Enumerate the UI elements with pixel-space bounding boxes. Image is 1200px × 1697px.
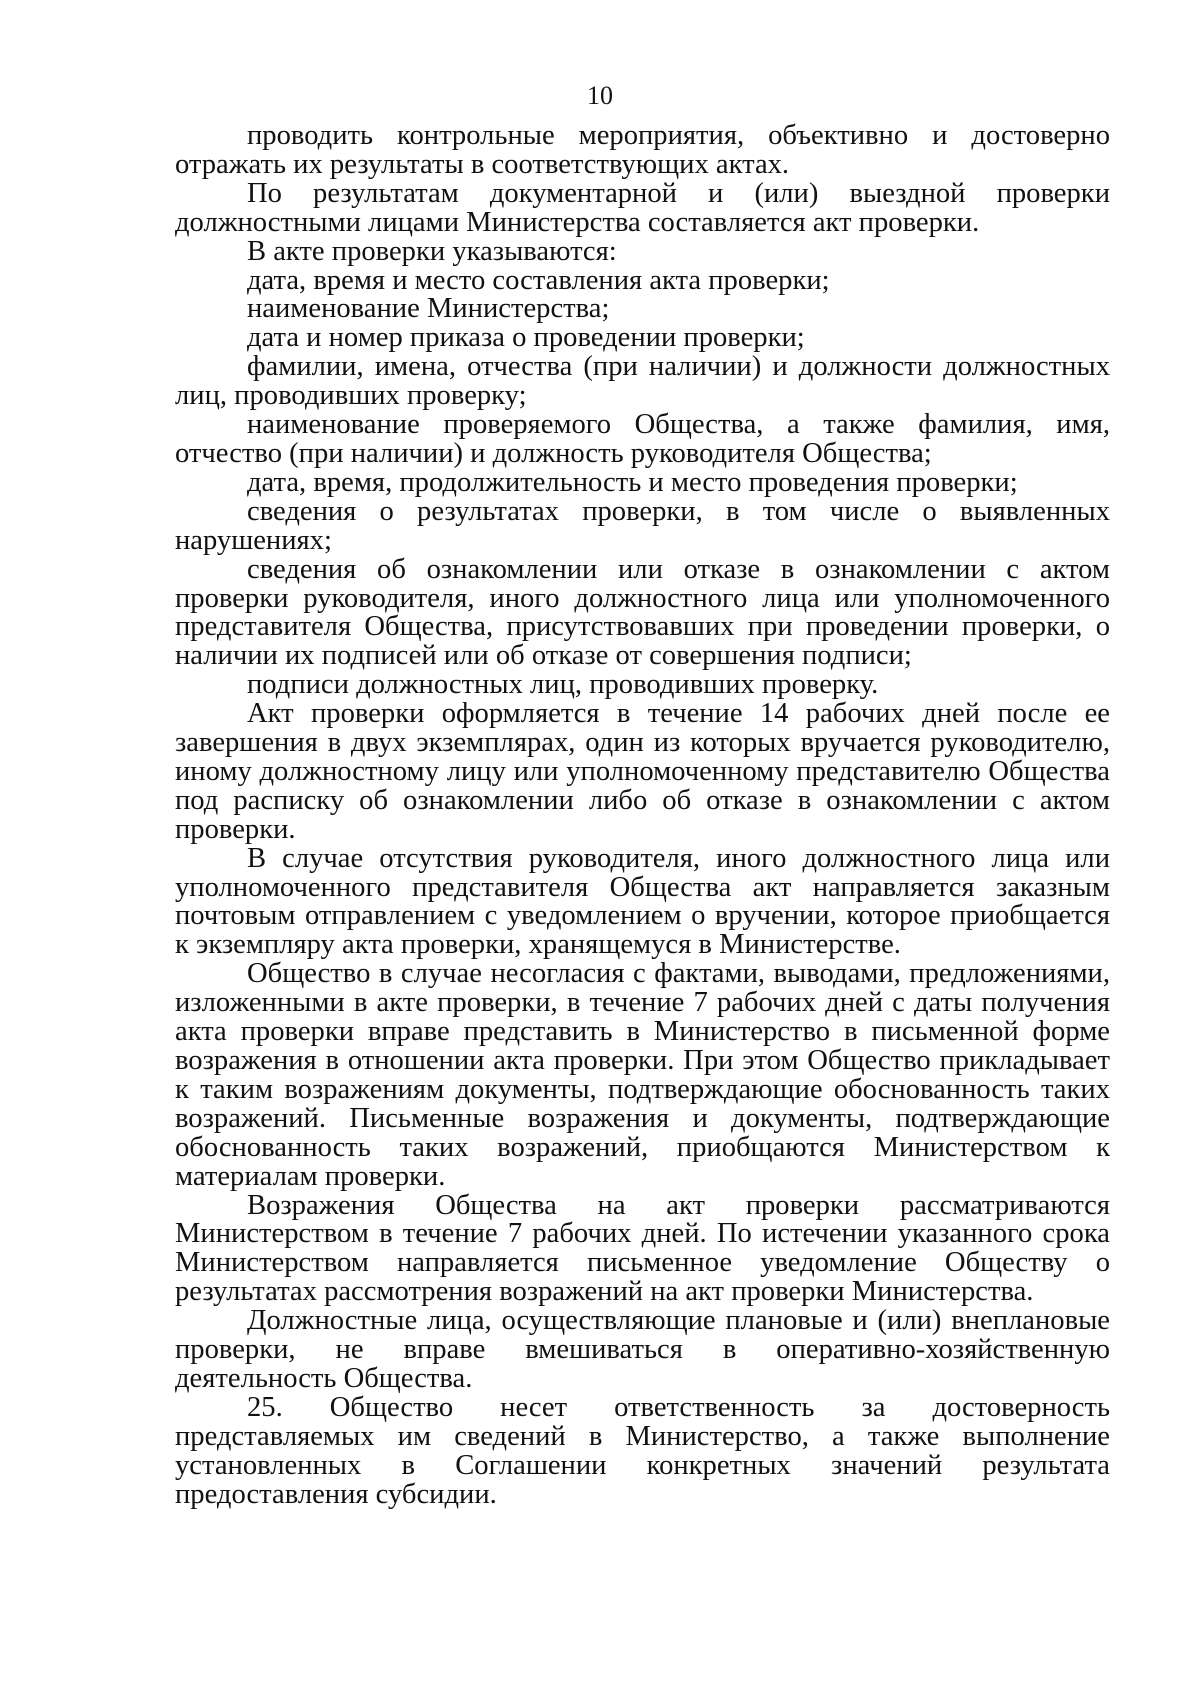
paragraph: Должностные лица, осуществляющие плановые и (или) внеплановые проверки, не вправе вмешиваться в оперативно-хозяйственную деятельность Общества. xyxy=(175,1305,1110,1394)
document-body xyxy=(175,122,1110,1510)
list-item: наименование проверяемого Общества, а также фамилия, имя, отчество (при наличии) и должность руководителя Общества; xyxy=(175,409,1110,469)
list-item: сведения о результатах проверки, в том числе о выявленных нарушениях; xyxy=(175,495,1110,556)
numbered-clause: 25. Общество несет ответственность за достоверность представляемых им сведений в Министерство, а также выполнение установленных в Соглашении конкретных значений результата предоставления субсидии. xyxy=(175,1391,1110,1510)
paragraph: По результатам документарной и (или) выездной проверки должностными лицами Министерства составляется акт проверки. xyxy=(175,177,1110,238)
list-item: фамилии, имена, отчества (при наличии) и должности должностных лиц, проводивших проверку; xyxy=(175,351,1110,412)
paragraph: Возражения Общества на акт проверки рассматриваются Министерством в течение 7 рабочих дней. По истечении указанного срока Министерством направляется письменное уведомление Обществу о результатах рассмотрения возражений на акт проверки Министерства. xyxy=(175,1189,1110,1308)
list-item: дата, время, продолжительность и место проведения проверки; xyxy=(247,466,1018,498)
list-item: сведения об ознакомлении или отказе в ознакомлении с актом проверки руководителя, иного должностного лица или уполномоченного представителя Общества, присутствовавших при проведении проверки, о наличии их подписей или об отказе от совершения подписи; xyxy=(175,553,1110,672)
list-item: дата и номер приказа о проведении проверки; xyxy=(247,322,805,354)
paragraph: В акте проверки указываются: xyxy=(247,235,617,267)
paragraph: Акт проверки оформляется в течение 14 рабочих дней после ее завершения в двух экземплярах, один из которых вручается руководителю, иному должностному лицу или уполномоченному представителю Общества под расписку об ознакомлении либо об отказе в ознакомлении с актом проверки. xyxy=(175,698,1110,845)
list-item: наименование Министерства; xyxy=(247,293,610,325)
list-item: дата, время и место составления акта проверки; xyxy=(247,264,830,296)
page-number: 10 xyxy=(587,81,613,110)
paragraph: проводить контрольные мероприятия, объективно и достоверно отражать их результаты в соответствующих актах. xyxy=(175,120,1110,180)
list-item: подписи должностных лиц, проводивших проверку. xyxy=(247,669,879,701)
paragraph: Общество в случае несогласия с фактами, выводами, предложениями, изложенными в акте проверки, в течение 7 рабочих дней с даты получения акта проверки вправе представить в Министерство в письменной форме возражения в отношении акта проверки. При этом Общество прикладывает к таким возражениям документы, подтверждающие обоснованность таких возражений. Письменные возражения и документы, подтверждающие обоснованность таких возражений, приобщаются Министерством к материалам проверки. xyxy=(175,958,1110,1192)
paragraph: В случае отсутствия руководителя, иного должностного лица или уполномоченного представителя Общества акт направляется заказным почтовым отправлением с уведомлением о вручении, которое приобщается к экземпляру акта проверки, хранящемуся в Министерстве. xyxy=(175,842,1110,961)
